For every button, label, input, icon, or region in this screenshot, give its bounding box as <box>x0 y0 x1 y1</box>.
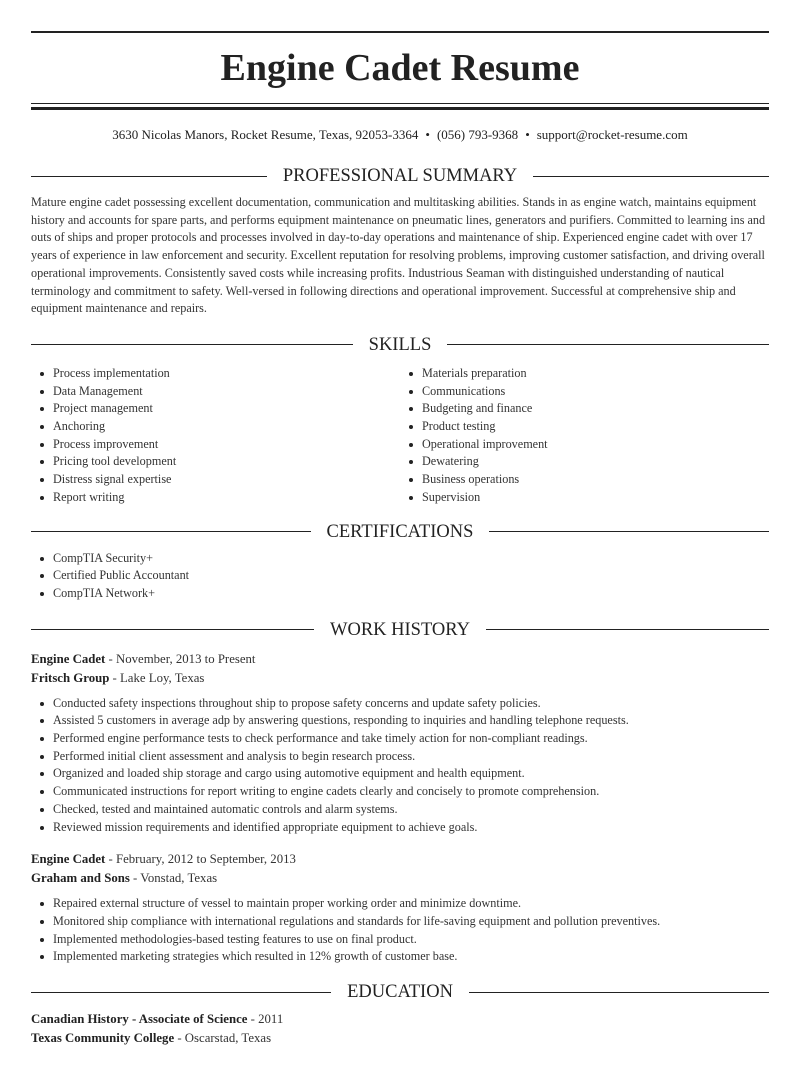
skill-item: Pricing tool development <box>31 453 400 471</box>
job-entry <box>31 850 769 966</box>
school: Texas Community College <box>31 1031 175 1046</box>
job-entry <box>31 650 769 837</box>
contact-line <box>31 126 769 144</box>
job-bullet: Performed engine performance tests to check performance and take timely action for non-compliant readings. <box>31 730 769 748</box>
certification-item: CompTIA Network+ <box>31 585 769 603</box>
section-heading-certifications: CERTIFICATIONS <box>31 520 769 544</box>
title-rule-thin <box>31 103 769 104</box>
skill-item: Supervision <box>400 489 769 507</box>
skill-item: Business operations <box>400 471 769 489</box>
skill-item: Project management <box>31 400 400 418</box>
job-bullets <box>31 895 769 966</box>
company: Graham and Sons <box>31 871 130 886</box>
separator: • <box>425 127 430 142</box>
job-bullet: Organized and loaded ship storage and cargo using automotive equipment and health equipment. <box>31 765 769 783</box>
school-location: - Oscarstad, Texas <box>174 1031 272 1046</box>
skill-item: Distress signal expertise <box>31 471 400 489</box>
skill-item: Product testing <box>400 418 769 436</box>
job-location: - Vonstad, Texas <box>129 871 218 886</box>
certification-item: CompTIA Security+ <box>31 550 769 568</box>
skill-item: Report writing <box>31 489 400 507</box>
skill-item: Process implementation <box>31 365 400 383</box>
resume-page <box>0 31 800 1048</box>
job-bullet: Repaired external structure of vessel to maintain proper working order and minimize downtime. <box>31 895 769 913</box>
job-bullet: Assisted 5 customers in average adp by answering questions, responding to inquiries and handling telephone requests. <box>31 712 769 730</box>
job-bullet: Performed initial client assessment and analysis to begin research process. <box>31 748 769 766</box>
job-dates: - November, 2013 to Present <box>105 651 256 666</box>
skill-item: Materials preparation <box>400 365 769 383</box>
section-heading-education: EDUCATION <box>31 980 769 1004</box>
work-history <box>31 650 769 966</box>
skill-item: Data Management <box>31 383 400 401</box>
job-bullet: Checked, tested and maintained automatic controls and alarm systems. <box>31 801 769 819</box>
separator: • <box>525 127 530 142</box>
address: 3630 Nicolas Manors, Rocket Resume, Texas, 92053-3364 <box>112 127 419 142</box>
job-bullets <box>31 695 769 837</box>
job-location: - Lake Loy, Texas <box>109 670 205 685</box>
degree: Canadian History - Associate of Science <box>31 1012 248 1027</box>
job-bullet: Monitored ship compliance with international regulations and standards for life-saving equipment and pollution preventives. <box>31 913 769 931</box>
job-title: Engine Cadet <box>31 651 106 666</box>
certification-item: Certified Public Accountant <box>31 567 769 585</box>
certifications-list <box>31 550 769 603</box>
job-bullet: Conducted safety inspections throughout ship to propose safety concerns and update safety policies. <box>31 695 769 713</box>
skills-left <box>31 365 400 507</box>
page-title: Engine Cadet Resume <box>220 47 580 89</box>
section-heading-work-history: WORK HISTORY <box>31 618 769 642</box>
email: support@rocket-resume.com <box>536 127 688 142</box>
skill-item: Budgeting and finance <box>400 400 769 418</box>
phone: (056) 793-9368 <box>436 127 519 142</box>
skill-item: Anchoring <box>31 418 400 436</box>
skill-item: Communications <box>400 383 769 401</box>
skill-item: Operational improvement <box>400 436 769 454</box>
job-bullet: Implemented methodologies-based testing features to use on final product. <box>31 931 769 949</box>
title-rule-thick <box>31 107 769 110</box>
skill-item: Dewatering <box>400 453 769 471</box>
job-dates: - February, 2012 to September, 2013 <box>105 852 296 867</box>
skills-list <box>31 365 769 507</box>
skill-item: Process improvement <box>31 436 400 454</box>
graduation-year: - 2011 <box>247 1012 284 1027</box>
section-heading-summary: PROFESSIONAL SUMMARY <box>31 164 769 188</box>
section-heading-skills: SKILLS <box>31 333 769 357</box>
job-title: Engine Cadet <box>31 852 106 867</box>
job-bullet: Reviewed mission requirements and identified appropriate equipment to achieve goals. <box>31 819 769 837</box>
summary-text: Mature engine cadet possessing excellent documentation, communication and multitasking abilities. Stands in as engine watch, maintains equipment history and accounts for spare parts, and performs equipment maintenance on pneumatic lines, generators and purifiers. Committed to learning ins and outs of ships and proper protocols and processes involved in day-to-day operations and maintenance of ship. Experienced engine cadet with over 17 years of experience in law enforcement and security. Excellent reputation for resolving problems, improving customer satisfaction, and driving overall operational improvements. Consistently saved costs while increasing profits. Industrious Seaman with distinguished understanding of nautical terminology and commitment to safety. Well-versed in following directions and operational improvement. Successful at comprehensive ship and equipment maintenance and repairs. <box>31 195 766 316</box>
skills-right <box>400 365 769 507</box>
education-entry <box>31 1010 769 1048</box>
company: Fritsch Group <box>31 670 110 685</box>
job-bullet: Implemented marketing strategies which resulted in 12% growth of customer base. <box>31 948 769 966</box>
job-bullet: Communicated instructions for report writing to engine cadets clearly and concisely to promote comprehension. <box>31 783 769 801</box>
